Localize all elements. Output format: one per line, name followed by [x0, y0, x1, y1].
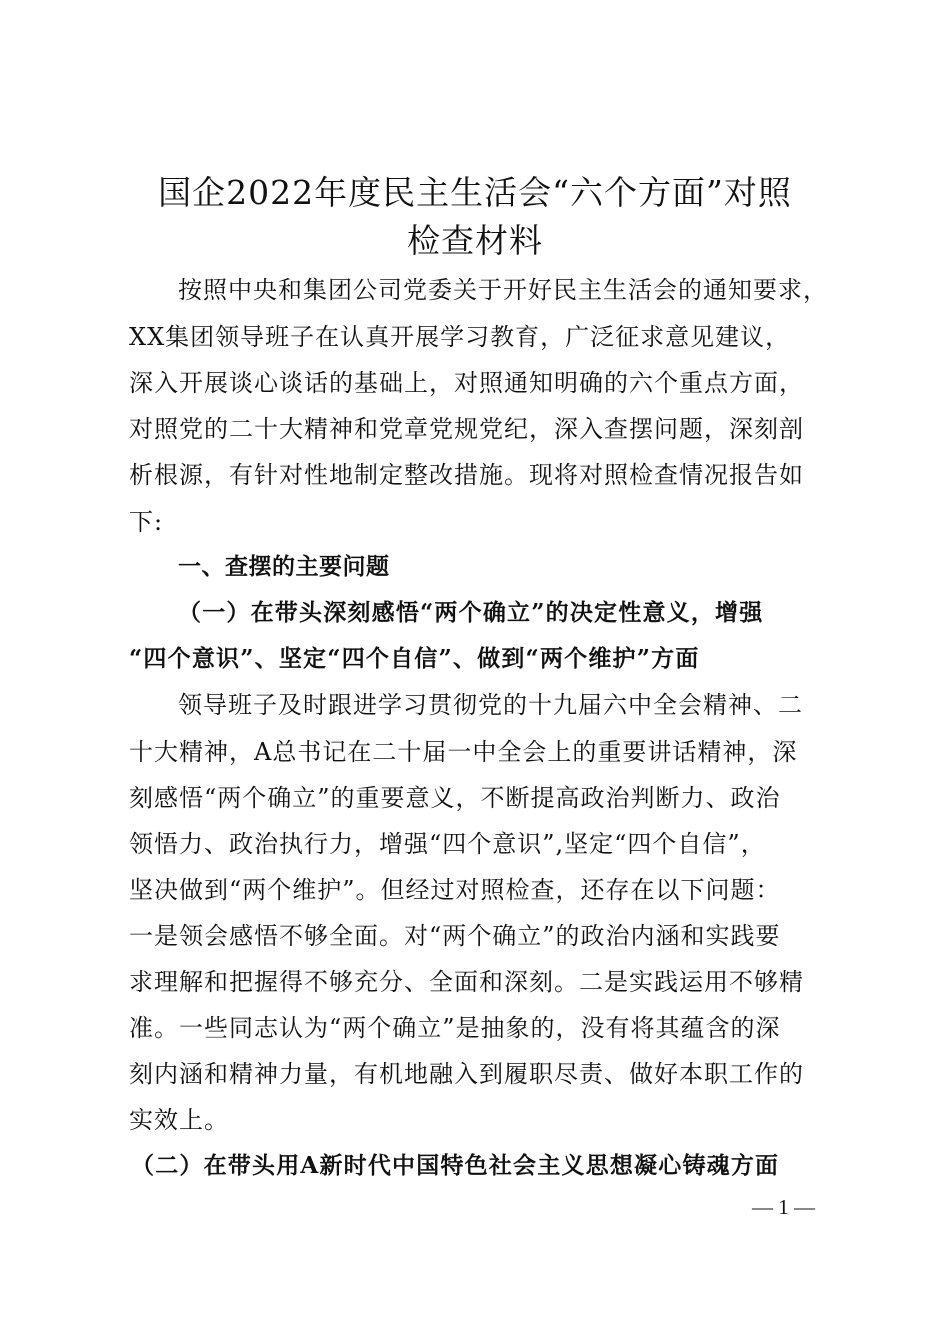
subsection-1-heading-line-1: （一）在带头深刻感悟“两个确立”的决定性意义，增强 [178, 599, 764, 626]
subsection-1-body-line-7: 求理解和把握得不够充分、全面和深刻。二是实践运用不够精 [129, 968, 804, 996]
page-number: — 1 — [752, 1195, 815, 1219]
section-1-heading: 一、查摆的主要问题 [178, 554, 390, 580]
subsection-1-body-line-5: 坚决做到“两个维护”。但经过对照检查，还存在以下问题： [129, 876, 781, 904]
subsection-1-heading-line-2: “四个意识”、坚定“四个自信”、做到“两个维护”方面 [129, 645, 700, 672]
subsection-1-body-line-2: 十大精神，A总书记在二十届一中全会上的重要讲话精神，深 [129, 738, 798, 766]
subsection-1-body-line-1: 领导班子及时跟进学习贯彻党的十九届六中全会精神、二 [178, 691, 803, 719]
document-title-line-2: 检查材料 [407, 221, 543, 260]
intro-line-2: XX集团领导班子在认真开展学习教育，广泛征求意见建议， [129, 323, 791, 351]
subsection-2-heading: （二）在带头用A新时代中国特色社会主义思想凝心铸魂方面 [131, 1152, 780, 1179]
intro-line-1: 按照中央和集团公司党委关于开好民主生活会的通知要求， [178, 276, 828, 304]
subsection-1-body-line-10: 实效上。 [129, 1106, 229, 1134]
intro-line-6: 下: [129, 508, 164, 536]
intro-line-5: 析根源，有针对性地制定整改措施。现将对照检查情况报告如 [129, 461, 804, 489]
intro-line-3: 深入开展谈心谈话的基础上，对照通知明确的六个重点方面， [129, 369, 804, 397]
subsection-1-body-line-3: 刻感悟“两个确立”的重要意义，不断提高政治判断力、政治 [129, 784, 781, 812]
document-title-line-1: 国企2022年度民主生活会“六个方面”对照 [158, 173, 792, 212]
subsection-1-body-line-9: 刻内涵和精神力量，有机地融入到履职尽责、做好本职工作的 [129, 1060, 804, 1088]
subsection-1-body-line-8: 准。一些同志认为“两个确立”是抽象的，没有将其蕴含的深 [129, 1014, 781, 1042]
subsection-1-body-line-4: 领悟力、政治执行力，增强“四个意识”,坚定“四个自信”， [129, 830, 766, 858]
subsection-1-body-line-6: 一是领会感悟不够全面。对“两个确立”的政治内涵和实践要 [129, 922, 781, 950]
intro-line-4: 对照党的二十大精神和党章党规党纪，深入查摆问题，深刻剖 [129, 415, 804, 443]
